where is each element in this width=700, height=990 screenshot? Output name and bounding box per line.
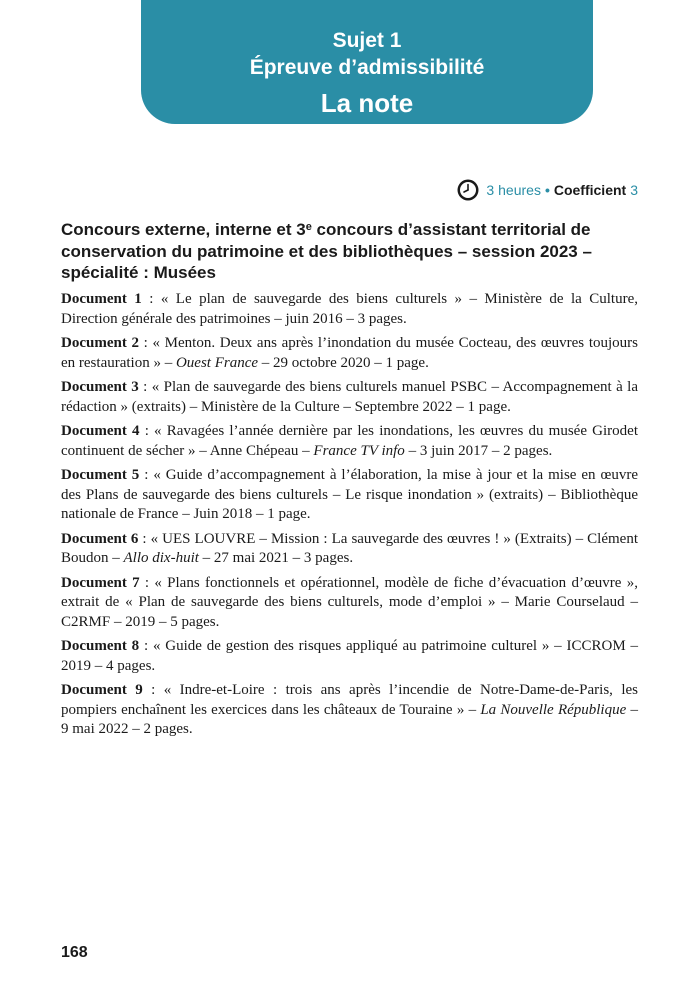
exam-type: La note xyxy=(320,88,414,118)
document-entry xyxy=(61,574,638,633)
document-source: Ouest France xyxy=(175,354,259,371)
document-text: : « Plan de sauvegarde des biens culturels manuel PSBC – Accompagnement à la rédaction » (extraits) – Ministère de la Culture – Septembre 2022 – 1 page. xyxy=(61,379,639,415)
separator-bullet: • xyxy=(544,182,550,198)
clock-icon xyxy=(457,179,479,201)
coefficient-label: Coefficient xyxy=(553,182,627,198)
page-number: 168 xyxy=(61,944,88,961)
document-source: La Nouvelle République xyxy=(480,701,627,718)
document-label: Document 2 xyxy=(61,335,139,351)
document-text: – 27 mai 2021 – 3 pages. xyxy=(198,550,354,566)
document-entry xyxy=(61,422,638,461)
document-entry xyxy=(61,637,638,676)
subject-number: Sujet 1 xyxy=(332,29,402,52)
document-entry xyxy=(61,290,638,329)
document-text: : « Guide de gestion des risques appliqué au patrimoine culturel » – ICCROM – 2019 – 4 pages. xyxy=(61,638,638,674)
document-text: : « UES LOUVRE – Mission : La sauvegarde des œuvres ! » (Extraits) – Clément Boudon – xyxy=(61,530,638,566)
document-text: – 9 mai 2022 – 2 pages. xyxy=(61,701,639,737)
document-entry xyxy=(61,681,638,740)
exam-duration-info xyxy=(457,178,638,202)
document-text: : « Ravagées l’année dernière par les inondations, les œuvres du musée Girodet continuent de sécher » – Anne Chépeau – xyxy=(61,423,638,459)
exam-title-superscript: e xyxy=(305,221,312,233)
document-text: : « Menton. Deux ans après l’inondation du musée Cocteau, des œuvres toujours en restauration » – xyxy=(61,335,638,371)
document-label: Document 1 xyxy=(61,291,142,307)
document-text: : « Le plan de sauvegarde des biens culturels » – Ministère de la Culture, Direction générale des patrimoines – juin 2016 – 3 pages. xyxy=(61,291,638,327)
coefficient-value: 3 xyxy=(630,182,638,198)
document-entry xyxy=(61,378,638,417)
document-entry xyxy=(61,530,638,569)
document-label: Document 8 xyxy=(61,638,140,654)
exam-title-part2: concours d’assistant territorial de conservation du patrimoine et des bibliothèques – session 2023 – spécialité : Musées xyxy=(61,220,592,282)
document-label: Document 7 xyxy=(61,574,140,591)
document-text: – 3 juin 2017 – 2 pages. xyxy=(404,442,553,459)
document-source: Allo dix-huit xyxy=(123,550,199,566)
document-label: Document 5 xyxy=(61,467,140,483)
duration-value: 3 xyxy=(486,182,495,198)
exam-title-part1: Concours externe, interne et 3 xyxy=(61,220,306,239)
document-label: Document 9 xyxy=(61,682,143,698)
document-text: : « Guide d’accompagnement à l’élaboration, la mise à jour et la mise en œuvre des Plans de sauvegarde des biens culturels – Le risque inondation » (extraits) – Bibliothèque nationale de France – Juin 2018 – 1 page. xyxy=(61,467,638,522)
document-entry xyxy=(61,334,638,373)
duration-unit: heures xyxy=(498,182,541,198)
document-source: France TV info xyxy=(313,442,405,459)
document-label: Document 6 xyxy=(61,530,139,547)
document-text: : « Plans fonctionnels et opérationnel, modèle de fiche d’évacuation d’œuvre », extrait de « Plan de sauvegarde des biens culturels, mode d’emploi » – Marie Courselaud – C2RMF – 2019 – 5 pages. xyxy=(61,574,638,630)
document-text: – 29 octobre 2020 – 1 page. xyxy=(258,354,429,371)
document-label: Document 4 xyxy=(61,423,140,439)
document-list xyxy=(61,290,638,745)
document-label: Document 3 xyxy=(61,379,139,395)
subject-header xyxy=(141,0,593,124)
document-entry xyxy=(61,466,638,525)
exam-title xyxy=(61,219,641,284)
exam-stage: Épreuve d’admissibilité xyxy=(249,56,485,79)
document-text: : « Indre-et-Loire : trois ans après l’incendie de Notre-Dame-de-Paris, les pompiers enchaînent les exercices dans les châteaux de Touraine » – xyxy=(61,682,638,718)
